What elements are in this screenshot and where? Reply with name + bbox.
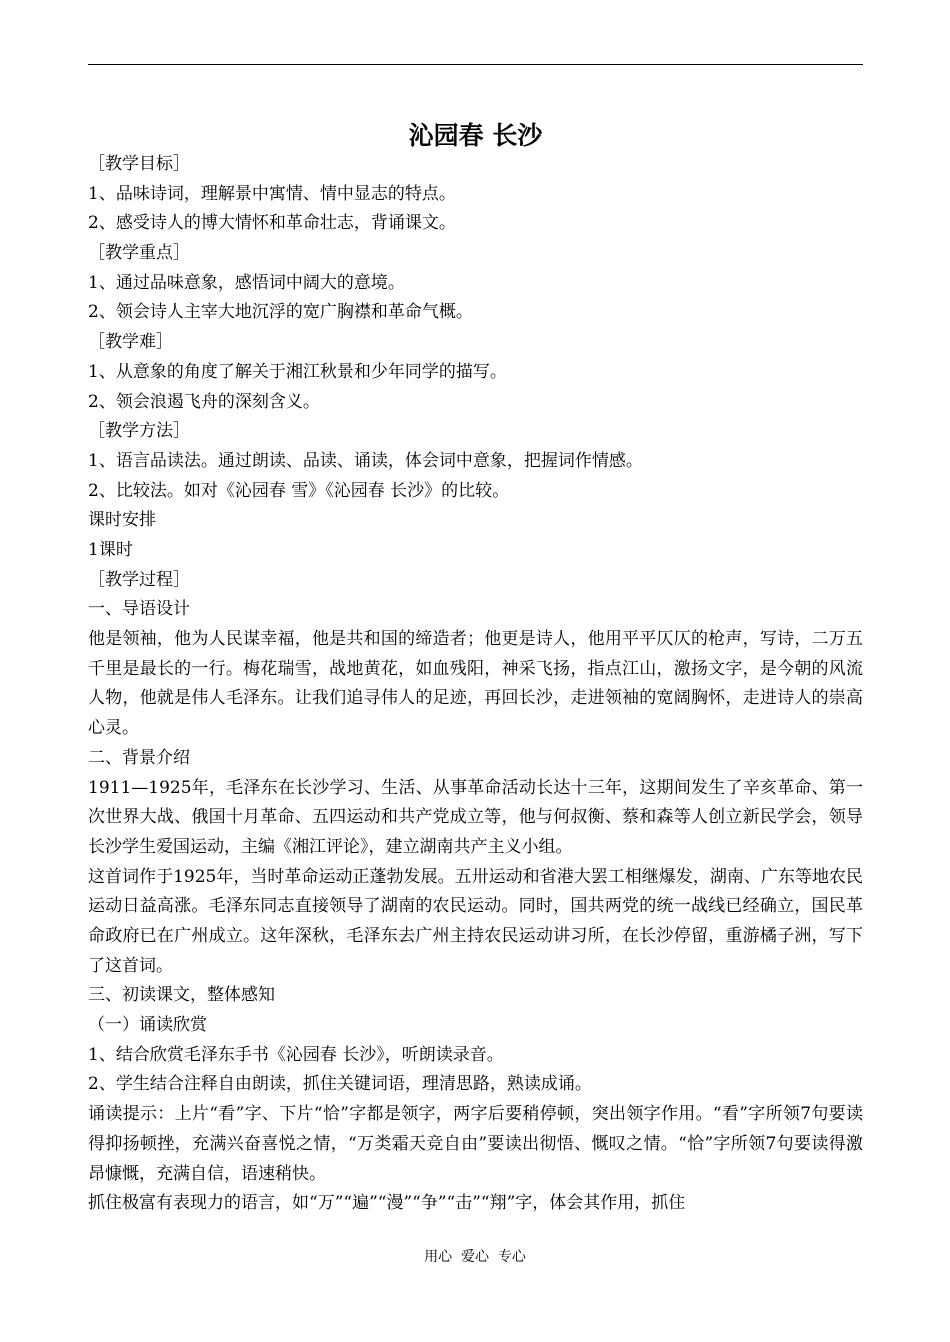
reading-tip-paragraph: 诵读提示：上片“看”字、下片“恰”字都是领字，两字后要稍停顿，突出领字作用。“看”字所领7句要读得抑扬顿挫，充满兴奋喜悦之情，“万类霜天竞自由”要读出彻悟、慨叹之情。“恰”字所领7句要读得激昂慷慨，充满自信，语速稍快。 — [88, 1104, 863, 1184]
reading-sub-heading: （一）诵读欣赏 — [88, 1015, 207, 1036]
method-item: 2、比较法。如对《沁园春 雪》《沁园春 长沙》的比较。 — [88, 480, 510, 501]
section-heading-process: ［教学过程］ — [88, 569, 190, 590]
section-heading-key-points: ［教学重点］ — [88, 243, 190, 264]
section-heading-methods: ［教学方法］ — [88, 421, 190, 442]
objective-item: 2、感受诗人的博大情怀和革命壮志，背诵课文。 — [88, 213, 456, 234]
key-point-item: 2、领会诗人主宰大地沉浮的宽广胸襟和革命气概。 — [88, 302, 473, 323]
difficulty-item: 2、领会浪遏飞舟的深刻含义。 — [88, 391, 320, 412]
document-title: 沁园春 长沙 — [408, 121, 543, 150]
difficulty-item: 1、从意象的角度了解关于湘江秋景和少年同学的描写。 — [88, 361, 507, 382]
reading-heading: 三、初读课文，整体感知 — [88, 985, 275, 1006]
reading-item: 2、学生结合注释自由朗读，抓住关键词语，理清思路，熟读成诵。 — [88, 1074, 592, 1095]
reading-item: 1、结合欣赏毛泽东手书《沁园春 长沙》，听朗读录音。 — [88, 1044, 504, 1065]
background-heading: 二、背景介绍 — [88, 747, 190, 768]
background-paragraph: 这首词作于1925年，当时革命运动正蓬勃发展。五卅运动和省港大罢工相继爆发，湖南、广东等地农民运动日益高涨。毛泽东同志直接领导了湖南的农民运动。同时，国共两党的统一战线已经确立，国民革命政府已在广州成立。这年深秋，毛泽东去广州主持农民运动讲习所，在长沙停留，重游橘子洲，写下了这首词。 — [88, 866, 863, 976]
schedule-heading: 课时安排 — [88, 510, 156, 531]
section-heading-objectives: ［教学目标］ — [88, 154, 190, 174]
intro-heading: 一、导语设计 — [88, 599, 190, 620]
document-body — [88, 150, 863, 1219]
schedule-value: 1课时 — [88, 539, 133, 560]
header-rule — [88, 64, 863, 65]
page-footer: 用心 爱心 专心 — [424, 1249, 526, 1265]
background-paragraph: 1911—1925年，毛泽东在长沙学习、生活、从事革命活动长达十三年，这期间发生了辛亥革命、第一次世界大战、俄国十月革命、五四运动和共产党成立等，他与何叔衡、蔡和森等人创立新民学会，领导长沙学生爱国运动，主编《湘江评论》，建立湖南共产主义小组。 — [88, 777, 863, 857]
objective-item: 1、品味诗词，理解景中寓情、情中显志的特点。 — [88, 183, 456, 204]
section-heading-difficulties: ［教学难］ — [88, 332, 173, 353]
intro-paragraph: 他是领袖，他为人民谋幸福，他是共和国的缔造者；他更是诗人，他用平平仄仄的枪声，写诗，二万五千里是最长的一行。梅花瑞雪，战地黄花，如血残阳，神采飞扬，指点江山，激扬文字，是今朝的风流人物，他就是伟人毛泽东。让我们追寻伟人的足迹，再回长沙，走进领袖的宽阔胸怀，走进诗人的崇高心灵。 — [88, 629, 863, 739]
key-point-item: 1、通过品味意象，感悟词中阔大的意境。 — [88, 272, 405, 293]
reading-last-line: 抓住极富有表现力的语言，如“万”“遍”“漫”“争”“击”“翔”字，体会其作用，抓住 — [88, 1193, 686, 1214]
method-item: 1、语言品读法。通过朗读、品读、诵读，体会词中意象，把握词作情感。 — [88, 450, 643, 471]
